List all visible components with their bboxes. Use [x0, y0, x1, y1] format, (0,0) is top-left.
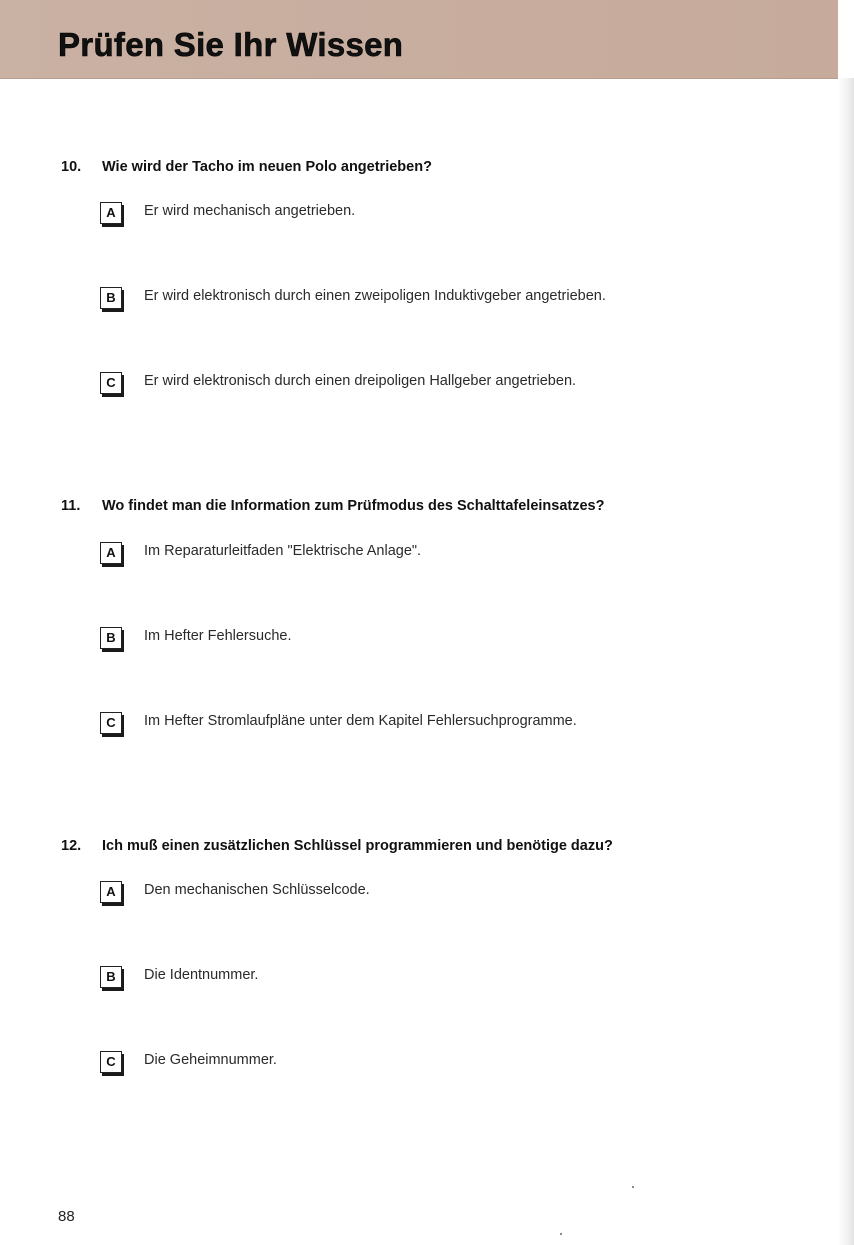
answer-option-a[interactable]: [100, 881, 800, 907]
question-10: [58, 159, 818, 390]
page-number: 88: [58, 1208, 75, 1225]
question-text: Wo findet man die Information zum Prüfmodus des Schalttafeleinsatzes?: [102, 498, 605, 514]
answer-text: Er wird mechanisch angetrieben.: [144, 203, 356, 219]
answer-text: Er wird elektronisch durch einen zweipoligen Induktivgeber angetrieben.: [144, 288, 606, 304]
answer-text: Den mechanischen Schlüsselcode.: [144, 882, 370, 898]
question-number: 12.: [61, 838, 82, 854]
question-12: [58, 838, 818, 1069]
answer-option-a[interactable]: [100, 542, 800, 568]
answer-checkbox-b[interactable]: B: [100, 627, 122, 649]
answer-text: Im Hefter Fehlersuche.: [144, 628, 292, 644]
answer-option-a[interactable]: [100, 202, 800, 228]
answer-text: Die Geheimnummer.: [144, 1052, 277, 1068]
question-text: Wie wird der Tacho im neuen Polo angetrieben?: [102, 159, 432, 175]
answer-option-c[interactable]: [100, 712, 800, 738]
answer-checkbox-b[interactable]: B: [100, 966, 122, 988]
question-11: [58, 498, 818, 730]
answer-option-b[interactable]: [100, 966, 800, 992]
scan-speck: [560, 1233, 562, 1235]
answer-checkbox-c[interactable]: C: [100, 372, 122, 394]
question-heading: [58, 159, 818, 181]
answer-checkbox-c[interactable]: C: [100, 1051, 122, 1073]
question-heading: [58, 498, 818, 520]
question-heading: [58, 838, 818, 860]
answer-option-b[interactable]: [100, 627, 800, 653]
answer-text: Er wird elektronisch durch einen dreipoligen Hallgeber angetrieben.: [144, 373, 577, 389]
page-title: Prüfen Sie Ihr Wissen: [58, 26, 404, 63]
answer-checkbox-a[interactable]: A: [100, 202, 122, 224]
page-edge-shadow: [838, 78, 854, 1245]
answer-text: Im Hefter Stromlaufpläne unter dem Kapitel Fehlersuchprogramme.: [144, 713, 577, 729]
question-text: Ich muß einen zusätzlichen Schlüssel programmieren und benötige dazu?: [102, 838, 613, 854]
header-band: [0, 0, 838, 79]
question-number: 11.: [61, 498, 81, 514]
answer-text: Im Reparaturleitfaden "Elektrische Anlage".: [144, 543, 422, 559]
answer-text: Die Identnummer.: [144, 967, 259, 983]
answer-checkbox-c[interactable]: C: [100, 712, 122, 734]
scan-speck: [632, 1186, 634, 1188]
answer-option-b[interactable]: [100, 287, 800, 313]
answer-option-c[interactable]: [100, 1051, 800, 1077]
answer-option-c[interactable]: [100, 372, 800, 398]
answer-checkbox-b[interactable]: B: [100, 287, 122, 309]
question-number: 10.: [61, 159, 82, 175]
answer-checkbox-a[interactable]: A: [100, 542, 122, 564]
answer-checkbox-a[interactable]: A: [100, 881, 122, 903]
